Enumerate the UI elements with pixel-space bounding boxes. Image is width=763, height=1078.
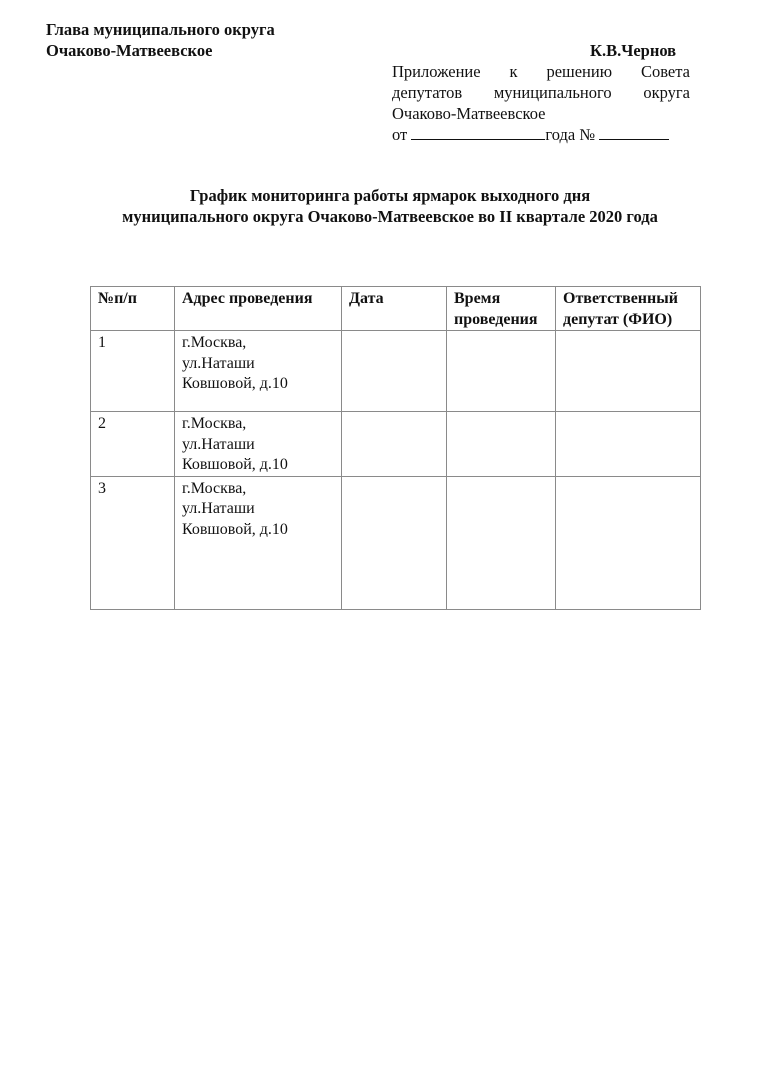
row-deputy [556,476,701,609]
row-date [342,476,447,609]
address-line: г.Москва, [182,415,247,432]
appendix-date-line [392,124,690,145]
document-title-line-1: График мониторинга работы ярмарок выходного дня [189,186,591,205]
row-address [175,331,342,412]
row-address [175,476,342,609]
row-deputy [556,412,701,477]
row-date [342,412,447,477]
address-line: г.Москва, [182,479,247,497]
appendix-line-3: Очаково-Матвеевское [392,104,546,123]
row-date [342,331,447,412]
row-number: 1 [91,331,175,412]
row-number: 3 [91,476,175,609]
row-address [175,412,342,477]
address-line: ул.Наташи [182,354,255,372]
year-number-label: года № [545,125,596,144]
date-blank [411,125,545,140]
address-line: Ковшовой, д.10 [182,456,288,473]
monitoring-schedule-table [90,286,701,610]
row-time [447,331,556,412]
header-number: №п/п [91,287,175,331]
appendix-line-1: Приложение к решению Совета [392,62,690,81]
row-time [447,476,556,609]
number-blank [599,125,669,140]
table-row [91,476,701,609]
row-deputy [556,331,701,412]
row-number: 2 [91,412,175,477]
table-row [91,412,701,477]
address-line: ул.Наташи [182,500,255,517]
header-time [447,287,556,331]
signatory-district: Очаково-Матвеевское [46,41,213,60]
document-title-line-2: муниципального округа Очаково-Матвеевское во II квартале 2020 года [122,207,658,226]
signatory-title: Глава муниципального округа [46,20,275,39]
address-line: Ковшовой, д.10 [182,520,288,538]
address-line: г.Москва, [182,334,247,351]
table-header-row [91,287,701,331]
header-date: Дата [342,287,447,331]
signatory-name: К.В.Чернов [590,41,677,60]
appendix-block [392,61,690,145]
address-line: Ковшовой, д.10 [182,375,288,392]
header-deputy: Ответственный депутат (ФИО) [556,287,701,331]
header-address: Адрес проведения [175,287,342,331]
header-time-text: Время проведения [454,290,538,328]
from-label: от [392,125,408,144]
table-row [91,331,701,412]
address-line: ул.Наташи [182,435,255,453]
row-time [447,412,556,477]
appendix-line-2: депутатов муниципального округа [392,83,690,102]
